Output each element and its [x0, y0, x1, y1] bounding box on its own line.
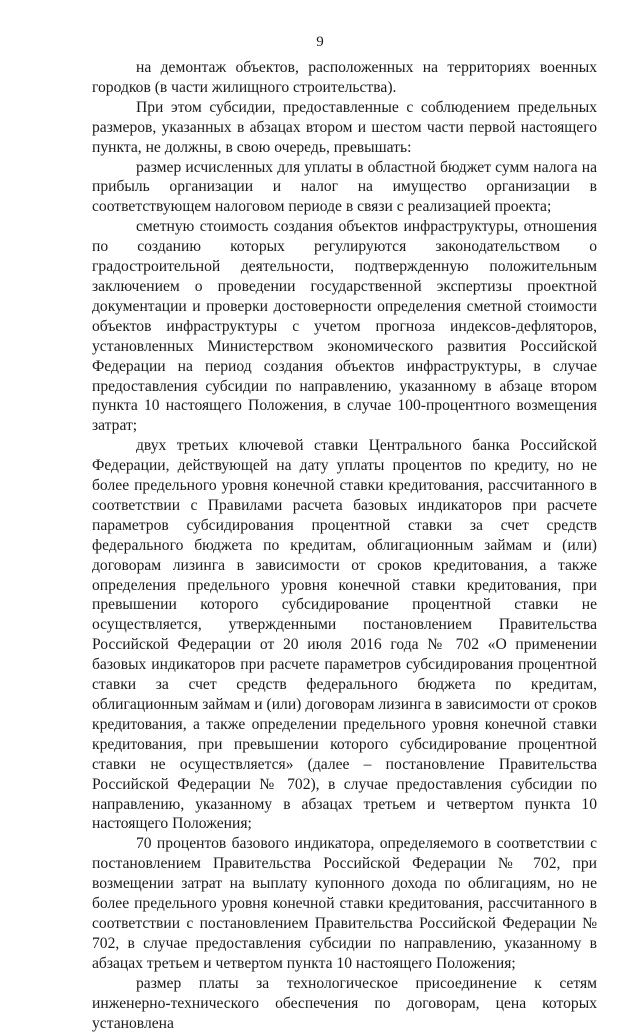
paragraph-3: размер исчисленных для уплаты в областной бюджет сумм налога на прибыль организации и налог на имущество организации в соответствующем налоговом периоде в связи с реализацией проекта; — [92, 158, 597, 216]
page-number: 9 — [316, 34, 324, 50]
document-body — [92, 58, 597, 1033]
paragraph-5: двух третьих ключевой ставки Центрального банка Российской Федерации, действующей на дату уплаты процентов по кредиту, но не более предельного уровня конечной ставки кредитования, рассчитанного в соответствии с Правилами расчета базовых индикаторов при расчете параметров субсидирования процентной ставки за счет средств федерального бюджета по кредитам, облигационным займам и (или) договорам лизинга в зависимости от сроков кредитования, а также определения предельного уровня конечной ставки кредитования, при превышении которого субсидирование процентной ставки не осуществляется, утвержденными постановлением Правительства Российской Федерации от 20 июля 2016 года № 702 «О применении базовых индикаторов при расчете параметров субсидирования процентной ставки за счет средств федерального бюджета по кредитам, облигационным займам и (или) договорам лизинга в зависимости от сроков кредитования, а также определении предельного уровня конечной ставки кредитования, при превышении которого субсидирование процентной ставки не осуществляется» (далее – постановление Правительства Российской Федерации № 702), в случае предоставления субсидии по направлению, указанному в абзацах третьем и четвертом пункта 10 настоящего Положения; — [92, 437, 597, 833]
paragraph-7: размер платы за технологическое присоединение к сетям инженерно-технического обеспечения по договорам, цена которых установлена — [92, 974, 597, 1032]
paragraph-1: на демонтаж объектов, расположенных на территориях военных городков (в части жилищного строительства). — [92, 59, 597, 96]
paragraph-2: При этом субсидии, предоставленные с соблюдением предельных размеров, указанных в абзацах втором и шестом части первой настоящего пункта, не должны, в свою очередь, превышать: — [92, 98, 597, 156]
paragraph-4: сметную стоимость создания объектов инфраструктуры, отношения по созданию которых регулируются законодательством о градостроительной деятельности, подтвержденную положительным заключением о проведении государственной экспертизы проектной документации и проверки достоверности определения сметной стоимости объектов инфраструктуры с учетом прогноза индексов-дефляторов, установленных Министерством экономического развития Российской Федерации на период создания объектов инфраструктуры, в случае предоставления субсидии по направлению, указанному в абзаце втором пункта 10 настоящего Положения, в случае 100-процентного возмещения затрат; — [92, 218, 597, 435]
paragraph-6: 70 процентов базового индикатора, определяемого в соответствии с постановлением Правительства Российской Федерации № 702, при возмещении затрат на выплату купонного дохода по облигациям, но не более предельного уровня конечной ставки кредитования, рассчитанного в соответствии с постановлением Правительства Российской Федерации № 702, в случае предоставления субсидии по направлению, указанному в абзацах третьем и четвертом пункта 10 настоящего Положения; — [92, 835, 597, 972]
